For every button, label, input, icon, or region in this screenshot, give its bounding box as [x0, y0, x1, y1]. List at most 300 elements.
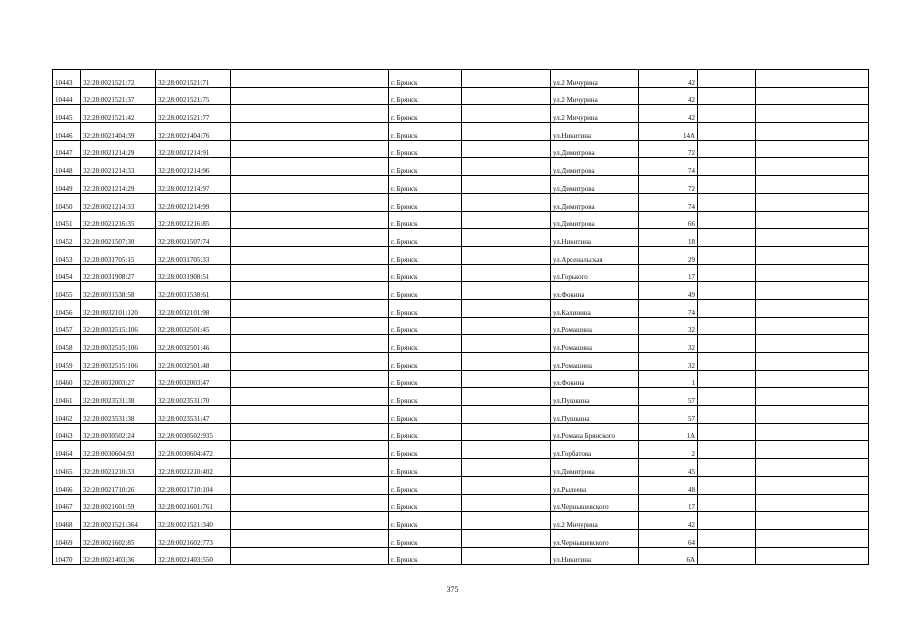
cadastral-number-linked: 32:28:0032101:98	[156, 299, 231, 317]
empty-cell	[462, 193, 551, 211]
street: ул.Фокина	[551, 282, 639, 300]
cadastral-number-linked: 32:28:0021403:550	[156, 547, 231, 565]
cadastral-number: 32:28:0021404:39	[81, 123, 156, 141]
empty-cell	[698, 423, 756, 441]
cadastral-number: 32:28:0023531:38	[81, 388, 156, 406]
empty-cell	[756, 476, 869, 494]
empty-cell	[698, 229, 756, 247]
house-number: 32	[639, 335, 698, 353]
empty-cell	[698, 459, 756, 477]
empty-cell	[756, 87, 869, 105]
cadastral-number-linked: 32:28:0021601:761	[156, 494, 231, 512]
cadastral-number: 32:28:0023531:38	[81, 406, 156, 424]
cadastral-number: 32:28:0030604:93	[81, 441, 156, 459]
house-number: 2	[639, 441, 698, 459]
city: г. Брянск	[389, 264, 462, 282]
empty-cell	[231, 87, 389, 105]
empty-cell	[231, 353, 389, 371]
empty-cell	[231, 423, 389, 441]
table-row	[53, 193, 869, 211]
empty-cell	[756, 494, 869, 512]
house-number: 14А	[639, 123, 698, 141]
empty-cell	[462, 176, 551, 194]
table-row	[53, 158, 869, 176]
row-number: 10468	[53, 512, 81, 530]
cadastral-number-linked: 32:28:0021404:76	[156, 123, 231, 141]
empty-cell	[756, 246, 869, 264]
empty-cell	[462, 123, 551, 141]
row-number: 10449	[53, 176, 81, 194]
city: г. Брянск	[389, 512, 462, 530]
empty-cell	[698, 476, 756, 494]
empty-cell	[231, 176, 389, 194]
empty-cell	[462, 353, 551, 371]
house-number: 32	[639, 317, 698, 335]
city: г. Брянск	[389, 140, 462, 158]
empty-cell	[756, 317, 869, 335]
cadastral-number: 32:28:0021214:33	[81, 193, 156, 211]
row-number: 10469	[53, 529, 81, 547]
city: г. Брянск	[389, 370, 462, 388]
empty-cell	[698, 317, 756, 335]
city: г. Брянск	[389, 105, 462, 123]
city: г. Брянск	[389, 158, 462, 176]
row-number: 10451	[53, 211, 81, 229]
empty-cell	[756, 388, 869, 406]
cadastral-number: 32:28:0021403:36	[81, 547, 156, 565]
empty-cell	[462, 529, 551, 547]
empty-cell	[698, 335, 756, 353]
cadastral-number: 32:28:0031538:58	[81, 282, 156, 300]
empty-cell	[231, 282, 389, 300]
street: ул.Арсенальская	[551, 246, 639, 264]
empty-cell	[462, 441, 551, 459]
cadastral-number-linked: 32:28:0021521:340	[156, 512, 231, 530]
cadastral-number: 32:28:0032515:106	[81, 317, 156, 335]
empty-cell	[462, 459, 551, 477]
cadastral-number: 32:28:0021521:364	[81, 512, 156, 530]
cadastral-number-linked: 32:28:0021214:91	[156, 140, 231, 158]
street: ул.Калинина	[551, 299, 639, 317]
empty-cell	[462, 140, 551, 158]
table-row	[53, 211, 869, 229]
empty-cell	[698, 299, 756, 317]
street: ул.Горького	[551, 264, 639, 282]
cadastral-number-linked: 32:28:0032501:48	[156, 353, 231, 371]
house-number: 45	[639, 459, 698, 477]
street: ул.Пушкина	[551, 388, 639, 406]
row-number: 10455	[53, 282, 81, 300]
empty-cell	[756, 547, 869, 565]
empty-cell	[698, 87, 756, 105]
cadastral-number: 32:28:0021521:42	[81, 105, 156, 123]
table-row	[53, 87, 869, 105]
house-number: 42	[639, 87, 698, 105]
house-number: 72	[639, 140, 698, 158]
cadastral-number-linked: 32:28:0021214:96	[156, 158, 231, 176]
empty-cell	[231, 229, 389, 247]
empty-cell	[698, 158, 756, 176]
street: ул.2 Мичурина	[551, 105, 639, 123]
empty-cell	[698, 512, 756, 530]
house-number: 1А	[639, 423, 698, 441]
cadastral-number: 32:28:0021602:85	[81, 529, 156, 547]
row-number: 10464	[53, 441, 81, 459]
empty-cell	[698, 123, 756, 141]
empty-cell	[231, 459, 389, 477]
house-number: 18	[639, 229, 698, 247]
house-number: 57	[639, 406, 698, 424]
empty-cell	[756, 264, 869, 282]
city: г. Брянск	[389, 388, 462, 406]
empty-cell	[756, 423, 869, 441]
empty-cell	[462, 246, 551, 264]
empty-cell	[462, 512, 551, 530]
empty-cell	[462, 494, 551, 512]
city: г. Брянск	[389, 123, 462, 141]
table-row	[53, 282, 869, 300]
city: г. Брянск	[389, 193, 462, 211]
table-row	[53, 406, 869, 424]
house-number: 29	[639, 246, 698, 264]
cadastral-number-linked: 32:28:0021216:85	[156, 211, 231, 229]
table-row	[53, 335, 869, 353]
empty-cell	[231, 441, 389, 459]
row-number: 10445	[53, 105, 81, 123]
cadastral-number-linked: 32:28:0031908:51	[156, 264, 231, 282]
empty-cell	[462, 70, 551, 88]
register-table	[52, 69, 869, 565]
empty-cell	[462, 158, 551, 176]
city: г. Брянск	[389, 176, 462, 194]
empty-cell	[231, 335, 389, 353]
empty-cell	[698, 105, 756, 123]
empty-cell	[756, 123, 869, 141]
city: г. Брянск	[389, 70, 462, 88]
empty-cell	[756, 105, 869, 123]
street: ул.Ромашина	[551, 335, 639, 353]
row-number: 10460	[53, 370, 81, 388]
cadastral-number-linked: 32:28:0021521:71	[156, 70, 231, 88]
empty-cell	[698, 370, 756, 388]
house-number: 74	[639, 299, 698, 317]
row-number: 10456	[53, 299, 81, 317]
row-number: 10461	[53, 388, 81, 406]
street: ул.Пушкина	[551, 406, 639, 424]
house-number: 1	[639, 370, 698, 388]
page-number: 375	[446, 585, 459, 594]
street: ул.Чернышевского	[551, 529, 639, 547]
empty-cell	[698, 140, 756, 158]
city: г. Брянск	[389, 211, 462, 229]
empty-cell	[462, 388, 551, 406]
row-number: 10448	[53, 158, 81, 176]
street: ул.Ромашина	[551, 353, 639, 371]
empty-cell	[698, 264, 756, 282]
empty-cell	[462, 335, 551, 353]
row-number: 10470	[53, 547, 81, 565]
table-row	[53, 476, 869, 494]
empty-cell	[756, 193, 869, 211]
cadastral-number: 32:28:0032003:27	[81, 370, 156, 388]
empty-cell	[231, 512, 389, 530]
empty-cell	[462, 370, 551, 388]
cadastral-number: 32:28:0021507:30	[81, 229, 156, 247]
street: ул.Горбатова	[551, 441, 639, 459]
empty-cell	[462, 406, 551, 424]
street: ул.Романа Брянского	[551, 423, 639, 441]
city: г. Брянск	[389, 494, 462, 512]
table-row	[53, 70, 869, 88]
empty-cell	[462, 282, 551, 300]
city: г. Брянск	[389, 547, 462, 565]
cadastral-number-linked: 32:28:0030502:935	[156, 423, 231, 441]
city: г. Брянск	[389, 423, 462, 441]
row-number: 10450	[53, 193, 81, 211]
house-number: 17	[639, 494, 698, 512]
empty-cell	[231, 246, 389, 264]
empty-cell	[756, 370, 869, 388]
empty-cell	[756, 176, 869, 194]
table-row	[53, 547, 869, 565]
empty-cell	[698, 388, 756, 406]
house-number: 42	[639, 105, 698, 123]
cadastral-number-linked: 32:28:0031705:33	[156, 246, 231, 264]
empty-cell	[698, 70, 756, 88]
cadastral-number: 32:28:0021214:33	[81, 158, 156, 176]
cadastral-number-linked: 32:28:0032501:45	[156, 317, 231, 335]
cadastral-number-linked: 32:28:0021214:97	[156, 176, 231, 194]
empty-cell	[756, 441, 869, 459]
cadastral-number-linked: 32:28:0021521:77	[156, 105, 231, 123]
house-number: 42	[639, 512, 698, 530]
empty-cell	[231, 105, 389, 123]
table-row	[53, 123, 869, 141]
empty-cell	[231, 370, 389, 388]
cadastral-number-linked: 32:28:0021507:74	[156, 229, 231, 247]
table-row	[53, 229, 869, 247]
city: г. Брянск	[389, 317, 462, 335]
empty-cell	[462, 423, 551, 441]
street: ул.Рылеева	[551, 476, 639, 494]
city: г. Брянск	[389, 87, 462, 105]
cadastral-number-linked: 32:28:0032501:46	[156, 335, 231, 353]
cadastral-number-linked: 32:28:0023531:70	[156, 388, 231, 406]
city: г. Брянск	[389, 229, 462, 247]
empty-cell	[698, 211, 756, 229]
street: ул.2 Мичурина	[551, 512, 639, 530]
row-number: 10452	[53, 229, 81, 247]
house-number: 64	[639, 529, 698, 547]
street: ул.Никитина	[551, 229, 639, 247]
row-number: 10447	[53, 140, 81, 158]
empty-cell	[231, 123, 389, 141]
empty-cell	[231, 193, 389, 211]
cadastral-number: 32:28:0021601:59	[81, 494, 156, 512]
city: г. Брянск	[389, 476, 462, 494]
row-number: 10463	[53, 423, 81, 441]
table-row	[53, 176, 869, 194]
cadastral-number: 32:28:0032515:106	[81, 335, 156, 353]
cadastral-number-linked: 32:28:0021602:773	[156, 529, 231, 547]
empty-cell	[462, 105, 551, 123]
table-row	[53, 423, 869, 441]
empty-cell	[756, 529, 869, 547]
street: ул.Фокина	[551, 370, 639, 388]
empty-cell	[462, 211, 551, 229]
city: г. Брянск	[389, 529, 462, 547]
empty-cell	[231, 547, 389, 565]
cadastral-number: 32:28:0021216:35	[81, 211, 156, 229]
empty-cell	[756, 211, 869, 229]
city: г. Брянск	[389, 335, 462, 353]
empty-cell	[462, 264, 551, 282]
empty-cell	[756, 353, 869, 371]
row-number: 10459	[53, 353, 81, 371]
table-row	[53, 388, 869, 406]
street: ул.2 Мичурина	[551, 87, 639, 105]
street: ул.Димитрова	[551, 140, 639, 158]
house-number: 72	[639, 176, 698, 194]
empty-cell	[462, 476, 551, 494]
empty-cell	[756, 282, 869, 300]
empty-cell	[756, 299, 869, 317]
street: ул.Димитрова	[551, 459, 639, 477]
house-number: 74	[639, 158, 698, 176]
street: ул.Димитрова	[551, 211, 639, 229]
table-row	[53, 264, 869, 282]
street: ул.Димитрова	[551, 176, 639, 194]
empty-cell	[756, 158, 869, 176]
empty-cell	[698, 406, 756, 424]
row-number: 10467	[53, 494, 81, 512]
city: г. Брянск	[389, 406, 462, 424]
table-row	[53, 246, 869, 264]
table-row	[53, 370, 869, 388]
cadastral-number: 32:28:0032101:120	[81, 299, 156, 317]
empty-cell	[698, 193, 756, 211]
empty-cell	[231, 264, 389, 282]
cadastral-number-linked: 32:28:0021710:104	[156, 476, 231, 494]
city: г. Брянск	[389, 282, 462, 300]
empty-cell	[462, 317, 551, 335]
empty-cell	[756, 335, 869, 353]
empty-cell	[698, 282, 756, 300]
house-number: 17	[639, 264, 698, 282]
empty-cell	[698, 441, 756, 459]
row-number: 10462	[53, 406, 81, 424]
empty-cell	[231, 388, 389, 406]
cadastral-number-linked: 32:28:0021521:75	[156, 87, 231, 105]
empty-cell	[462, 299, 551, 317]
cadastral-number: 32:28:0032515:106	[81, 353, 156, 371]
cadastral-number: 32:28:0031705:15	[81, 246, 156, 264]
table-row	[53, 140, 869, 158]
table-row	[53, 105, 869, 123]
city: г. Брянск	[389, 353, 462, 371]
cadastral-number: 32:28:0021214:29	[81, 140, 156, 158]
city: г. Брянск	[389, 299, 462, 317]
row-number: 10446	[53, 123, 81, 141]
empty-cell	[756, 140, 869, 158]
row-number: 10465	[53, 459, 81, 477]
empty-cell	[698, 353, 756, 371]
row-number: 10457	[53, 317, 81, 335]
empty-cell	[698, 529, 756, 547]
street: ул.Ромашина	[551, 317, 639, 335]
house-number: 32	[639, 353, 698, 371]
empty-cell	[231, 211, 389, 229]
row-number: 10443	[53, 70, 81, 88]
street: ул.Чернышевского	[551, 494, 639, 512]
house-number: 74	[639, 193, 698, 211]
table-row	[53, 441, 869, 459]
cadastral-number: 32:28:0031908:27	[81, 264, 156, 282]
cadastral-number-linked: 32:28:0021210:402	[156, 459, 231, 477]
house-number: 57	[639, 388, 698, 406]
empty-cell	[462, 547, 551, 565]
empty-cell	[462, 229, 551, 247]
empty-cell	[756, 512, 869, 530]
cadastral-number: 32:28:0021210:33	[81, 459, 156, 477]
house-number: 6А	[639, 547, 698, 565]
table-row	[53, 353, 869, 371]
empty-cell	[698, 494, 756, 512]
empty-cell	[698, 176, 756, 194]
empty-cell	[756, 406, 869, 424]
cadastral-number: 32:28:0021521:37	[81, 87, 156, 105]
city: г. Брянск	[389, 246, 462, 264]
empty-cell	[462, 87, 551, 105]
street: ул.Димитрова	[551, 193, 639, 211]
house-number: 48	[639, 476, 698, 494]
empty-cell	[231, 406, 389, 424]
street: ул.Никитина	[551, 547, 639, 565]
row-number: 10454	[53, 264, 81, 282]
table-row	[53, 529, 869, 547]
empty-cell	[231, 529, 389, 547]
row-number: 10466	[53, 476, 81, 494]
empty-cell	[231, 158, 389, 176]
street: ул.Димитрова	[551, 158, 639, 176]
cadastral-number-linked: 32:28:0031538:61	[156, 282, 231, 300]
house-number: 49	[639, 282, 698, 300]
cadastral-number-linked: 32:28:0030604:472	[156, 441, 231, 459]
empty-cell	[231, 494, 389, 512]
empty-cell	[756, 229, 869, 247]
cadastral-number: 32:28:0021710:26	[81, 476, 156, 494]
empty-cell	[756, 70, 869, 88]
house-number: 66	[639, 211, 698, 229]
table-row	[53, 317, 869, 335]
cadastral-number-linked: 32:28:0023531:47	[156, 406, 231, 424]
street: ул.Никитина	[551, 123, 639, 141]
row-number: 10444	[53, 87, 81, 105]
cadastral-number: 32:28:0021521:72	[81, 70, 156, 88]
table-row	[53, 494, 869, 512]
cadastral-number: 32:28:0021214:29	[81, 176, 156, 194]
row-number: 10453	[53, 246, 81, 264]
cadastral-number: 32:28:0030502:24	[81, 423, 156, 441]
empty-cell	[756, 459, 869, 477]
empty-cell	[231, 70, 389, 88]
cadastral-number-linked: 32:28:0032003:47	[156, 370, 231, 388]
table-row	[53, 299, 869, 317]
empty-cell	[698, 547, 756, 565]
house-number: 42	[639, 70, 698, 88]
empty-cell	[698, 246, 756, 264]
table-row	[53, 459, 869, 477]
